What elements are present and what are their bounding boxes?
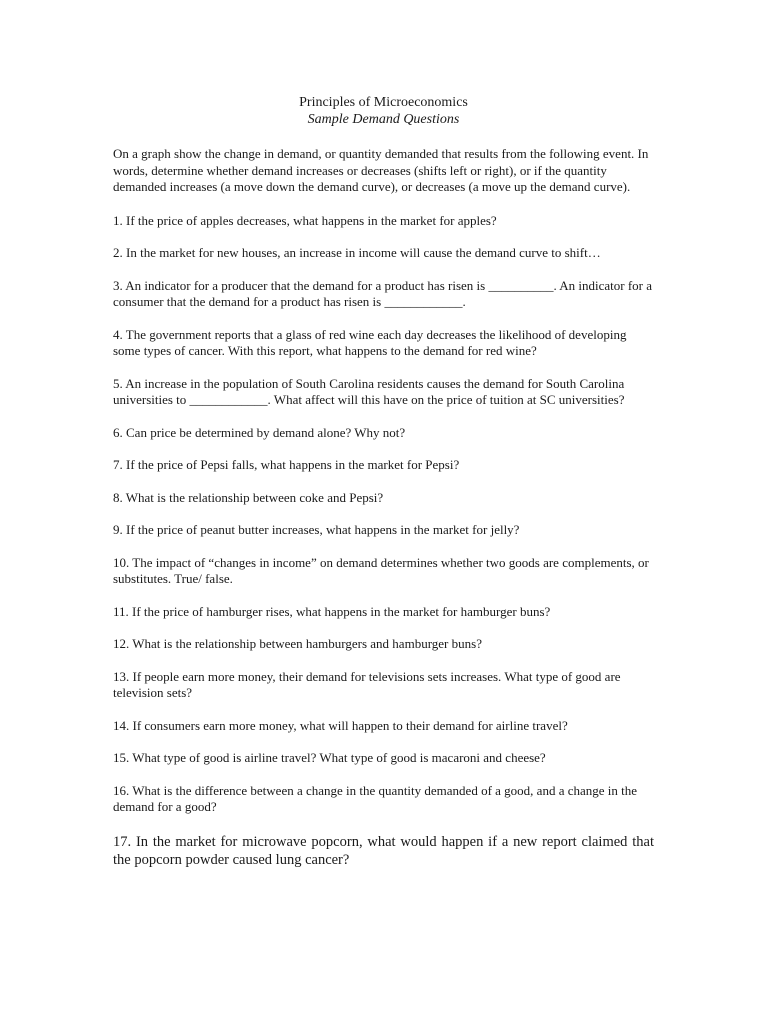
question-9: 9. If the price of peanut butter increases, what happens in the market for jelly? [113,522,520,537]
question-3: 3. An indicator for a producer that the demand for a product has risen is __________. An indicator for a consumer that the demand for a product has risen is ____________. [113,277,652,309]
question-4: 4. The government reports that a glass of red wine each day decreases the likelihood of developing some types of cancer. With this report, what happens to the demand for red wine? [113,326,627,358]
question-12: 12. What is the relationship between hamburgers and hamburger buns? [113,636,482,651]
question-6: 6. Can price be determined by demand alone? Why not? [113,424,406,440]
question-15: 15. What type of good is airline travel? What type of good is macaroni and cheese? [113,750,546,765]
instructions-paragraph: On a graph show the change in demand, or quantity demanded that results from the following event. In words, determine whether demand increases or decreases (shifts left or right), or if the quantity demanded increases (a move down the demand curve), or decreases (a move up the demand curve). [113,146,649,194]
document-subtitle: Sample Demand Questions [307,112,460,127]
question-14: 14. If consumers earn more money, what will happen to their demand for airline travel? [113,717,568,733]
question-17: 17. In the market for microwave popcorn, what would happen if a new report claimed that the popcorn powder caused lung cancer? [113,833,654,868]
question-2: 2. In the market for new houses, an increase in income will cause the demand curve to shift… [113,245,601,260]
document-title: Principles of Microeconomics [299,95,468,110]
question-7: 7. If the price of Pepsi falls, what happens in the market for Pepsi? [113,457,460,472]
question-8: 8. What is the relationship between coke and Pepsi? [113,489,384,505]
question-10: 10. The impact of “changes in income” on demand determines whether two goods are complements, or substitutes. True/ false. [113,554,649,586]
question-11: 11. If the price of hamburger rises, what happens in the market for hamburger buns? [113,603,551,619]
question-5: 5. An increase in the population of South Carolina residents causes the demand for South Carolina universities to ____________. What affect will this have on the price of tuition at SC universities? [113,375,625,407]
question-1: 1. If the price of apples decreases, what happens in the market for apples? [113,212,497,228]
document-page [113,94,654,885]
question-13: 13. If people earn more money, their demand for televisions sets increases. What type of good are television sets? [113,668,621,700]
question-16: 16. What is the difference between a change in the quantity demanded of a good, and a change in the demand for a good? [113,782,638,814]
